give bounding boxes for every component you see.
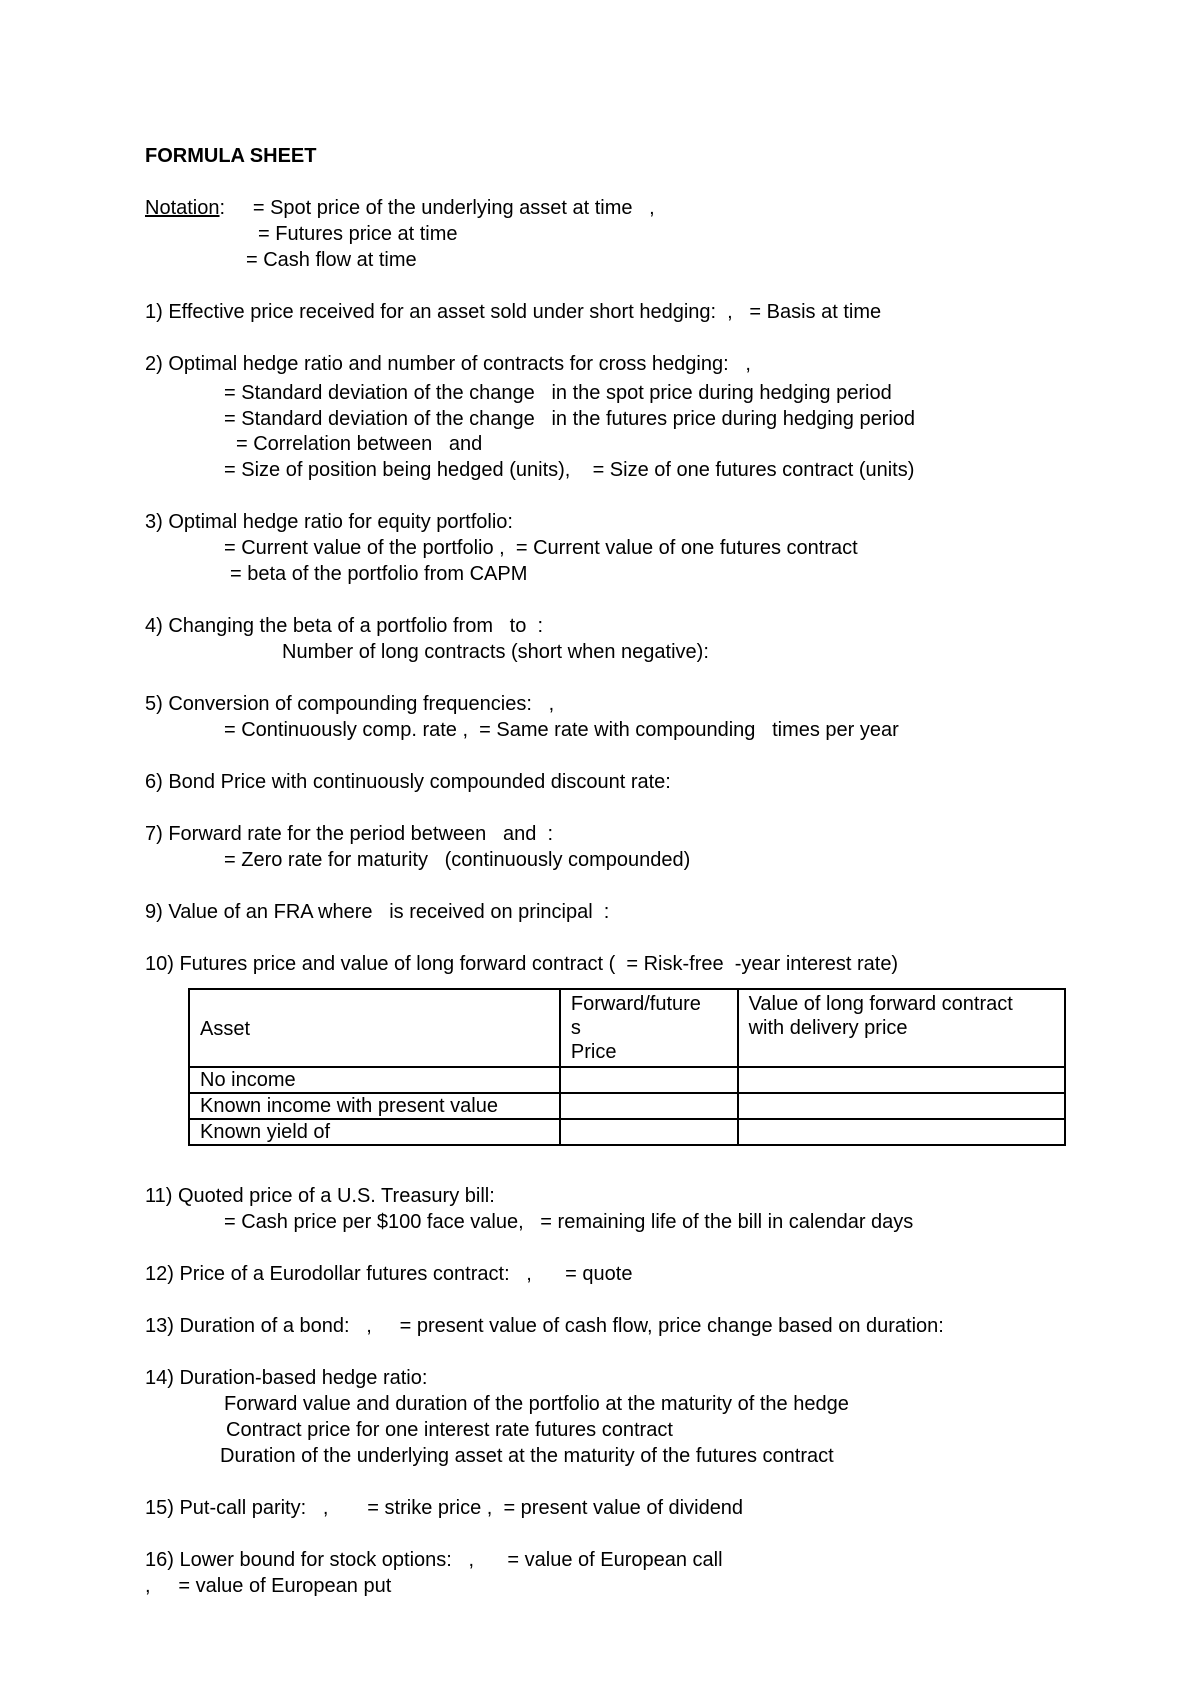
notation-spot-text: : = Spot price of the underlying asset at time , <box>219 197 655 219</box>
notation-line-1 <box>145 196 655 220</box>
table-cell-price <box>560 1093 738 1119</box>
item-15: 15) Put-call parity: , = strike price , = present value of dividend <box>145 1497 744 1519</box>
item-4: 4) Changing the beta of a portfolio from to : <box>145 615 544 637</box>
page-title: FORMULA SHEET <box>145 145 317 167</box>
table-cell-value <box>738 1119 1065 1145</box>
item-7-line-a: = Zero rate for maturity (continuously compounded) <box>224 849 691 871</box>
item-14-line-a: Forward value and duration of the portfolio at the maturity of the hedge <box>224 1393 849 1415</box>
item-2-line-c: = Correlation between and <box>236 433 483 455</box>
table-cell-asset: Known yield of <box>189 1119 560 1145</box>
table-cell-price <box>560 1067 738 1093</box>
table-cell-price <box>560 1119 738 1145</box>
item-14-line-b: Contract price for one interest rate futures contract <box>226 1419 673 1441</box>
item-9: 9) Value of an FRA where is received on principal : <box>145 901 610 923</box>
item-3: 3) Optimal hedge ratio for equity portfolio: <box>145 511 513 533</box>
item-16-line-a: , = value of European put <box>145 1575 392 1597</box>
item-2-line-a: = Standard deviation of the change in the spot price during hedging period <box>224 382 892 404</box>
table-row <box>189 1093 1065 1119</box>
item-1: 1) Effective price received for an asset sold under short hedging: , = Basis at time <box>145 301 882 323</box>
table-header-row <box>189 989 1065 1067</box>
item-5-line-a: = Continuously comp. rate , = Same rate with compounding times per year <box>224 719 899 741</box>
futures-forward-table <box>188 988 1066 1146</box>
item-13: 13) Duration of a bond: , = present value of cash flow, price change based on duration: <box>145 1315 944 1337</box>
item-2-line-b: = Standard deviation of the change in the futures price during hedging period <box>224 408 916 430</box>
item-7: 7) Forward rate for the period between and : <box>145 823 553 845</box>
table-row <box>189 1119 1065 1145</box>
notation-label: Notation <box>145 197 220 219</box>
item-6: 6) Bond Price with continuously compounded discount rate: <box>145 771 671 793</box>
item-4-line-a: Number of long contracts (short when negative): <box>282 641 709 663</box>
table-cell-asset: Known income with present value <box>189 1093 560 1119</box>
item-11-line-a: = Cash price per $100 face value, = remaining life of the bill in calendar days <box>224 1211 914 1233</box>
table-header-value: Value of long forward contract with delivery price <box>738 989 1065 1067</box>
item-11: 11) Quoted price of a U.S. Treasury bill: <box>145 1185 495 1207</box>
table-cell-value <box>738 1067 1065 1093</box>
table-header-asset: Asset <box>189 989 560 1067</box>
table-header-price: Forward/future s Price <box>560 989 738 1067</box>
item-16: 16) Lower bound for stock options: , = value of European call <box>145 1549 723 1571</box>
table-row <box>189 1067 1065 1093</box>
item-2: 2) Optimal hedge ratio and number of contracts for cross hedging: , <box>145 353 751 375</box>
item-14: 14) Duration-based hedge ratio: <box>145 1367 428 1389</box>
table-cell-value <box>738 1093 1065 1119</box>
notation-line-3: = Cash flow at time <box>246 249 417 271</box>
item-5: 5) Conversion of compounding frequencies: , <box>145 693 555 715</box>
item-3-line-a: = Current value of the portfolio , = Current value of one futures contract <box>224 537 858 559</box>
notation-line-2: = Futures price at time <box>258 223 458 245</box>
item-14-line-c: Duration of the underlying asset at the maturity of the futures contract <box>220 1445 834 1467</box>
table-cell-asset: No income <box>189 1067 560 1093</box>
item-2-line-d: = Size of position being hedged (units), = Size of one futures contract (units) <box>224 459 915 481</box>
item-10: 10) Futures price and value of long forward contract ( = Risk-free -year interest rate) <box>145 953 899 975</box>
item-12: 12) Price of a Eurodollar futures contract: , = quote <box>145 1263 633 1285</box>
item-3-line-b: = beta of the portfolio from CAPM <box>230 563 528 585</box>
